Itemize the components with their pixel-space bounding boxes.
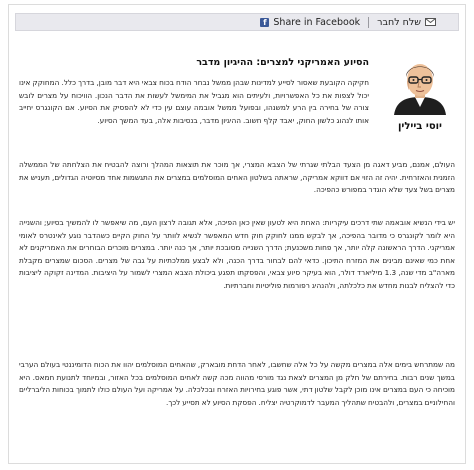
- toolbar-divider: [368, 17, 369, 28]
- facebook-icon: f: [260, 18, 269, 27]
- mail-icon: [425, 18, 436, 26]
- article-page: [8, 4, 466, 464]
- article-paragraph: העולם, אמנם, מביע דאגה מן הצעד הבלתי שגרתי של הצבא המצרי, אך מוכר את תוצאות המהלך ורוצה להבטיח את הצלחתה של הממשלה הזמנית והאזרחית. יהיה זה הזוי אם דווקא אמריקה, שראתה בשלטון האחים המוסלמים במצרים את התגשמות אחד מסיוטיה הגדולים, תעניש את מצרים בשל צעד שלא הוגדר במפורש כהפיכה.: [19, 160, 455, 194]
- article-title: הסיוע האמריקני למצרים: ההיגיון מדבר: [196, 57, 369, 68]
- author-box: [387, 55, 453, 132]
- share-facebook-label: Share in Facebook: [273, 16, 361, 28]
- send-to-friend-button[interactable]: [377, 14, 436, 30]
- article-body: [19, 47, 455, 463]
- share-toolbar: [15, 13, 459, 31]
- author-avatar: [388, 55, 452, 115]
- article-paragraph: מה שמתרחש בימים אלה במצרים מקשה על כל אלה שחשבו, לאחר הדחת מובארק, שהאחים המוסלמים יהוו את הכוח הדומיננטי בעולם הערבי במשך שנים רבות. בחירתם של חלק מן המצרים לצאת נגד מורסי מהווה מכה קשה לאחים המוסלמים בכל האזור, ובמיוחד לתנועת חמאס. היא מוכיחה כי העם במצרים אינו מוכן לקבל שלטון דתי, אשר פוגע בחירויות האזרח ובכלכלה. על אמריקה ועל העולם כולו לתמוך בכוחות הליברליים והחילוניים במצרים, ולהבטיח שתהליך המעבר לדמוקרטיה יצליח. הפסקת הסיוע לא תסייע לכך.: [19, 360, 455, 407]
- article-paragraph: יש בידי הנשיא אובאמה שתי דרכים עיקריות: האחת היא לטעון שאין כאן הפיכה, אלא תגובה לרצון העם, מה שיאפשר לו להמשיך בסיוע; והשנייה היא לומר לקונגרס כי מדובר בהפיכה, אך לבקש ממנו לחוקק חוק חדש המאפשר לנשיא לוותר על החוק הקיים כשהדבר נוגע לאינטרס לאומי אמריקני. הדרך הראשונה קלה יותר, אך פחות משכנעת; הדרך השנייה מסובכת יותר, אך כנה יותר. במצרים מוכרים הבוחרים את האמריקנים לא אחת כמי שאינם מבינים את המזרח התיכון. כדאי להם לבחור בדרך הכנה, ולא לבצע ממלכתיות על גבה של מצרים. הסכום שמצרים מקבלת מארה"ב מדי שנה, 1.3 מיליארד דולר, הוא בעיקר סיוע צבאי, והפסקתו תפגע ביכולת הצבא המצרי לשמור על היציבות. המדינה זקוקה ליציבות כדי להצליח לבנות מחדש את כלכלתה, ולהנהיג רפורמות פוליטיות וחברתיות.: [19, 218, 455, 290]
- share-facebook-button[interactable]: [260, 14, 360, 30]
- article-paragraph: חקיקה הקובעת שאסור לסייע למדינות שבהן ממשל נבחר הודח בכוח צבאי היא דבר מובן, בדרך כלל. המחוקק אינו יכול לצפות את כל האפשרויות, ולעיתים הוא מגביל את המימשל לעשות את הדבר הנכון. הוויכוח על מצרים לובש צורה של בחירה בין הרע למשנהו, ובפועל ממשל אובמה עוצם עין כדי לא להפסיק את הסיוע. אם הקונגרס יחייב אותו לנהוג כלשון החוק, יאבד קלף חשוב. ההיגיון מדבר, בנסיבות אלה, בעד המשך הסיוע.: [19, 78, 369, 125]
- send-to-friend-label: שלח לחבר: [377, 16, 421, 28]
- author-name: יוסי ביילין: [397, 121, 442, 132]
